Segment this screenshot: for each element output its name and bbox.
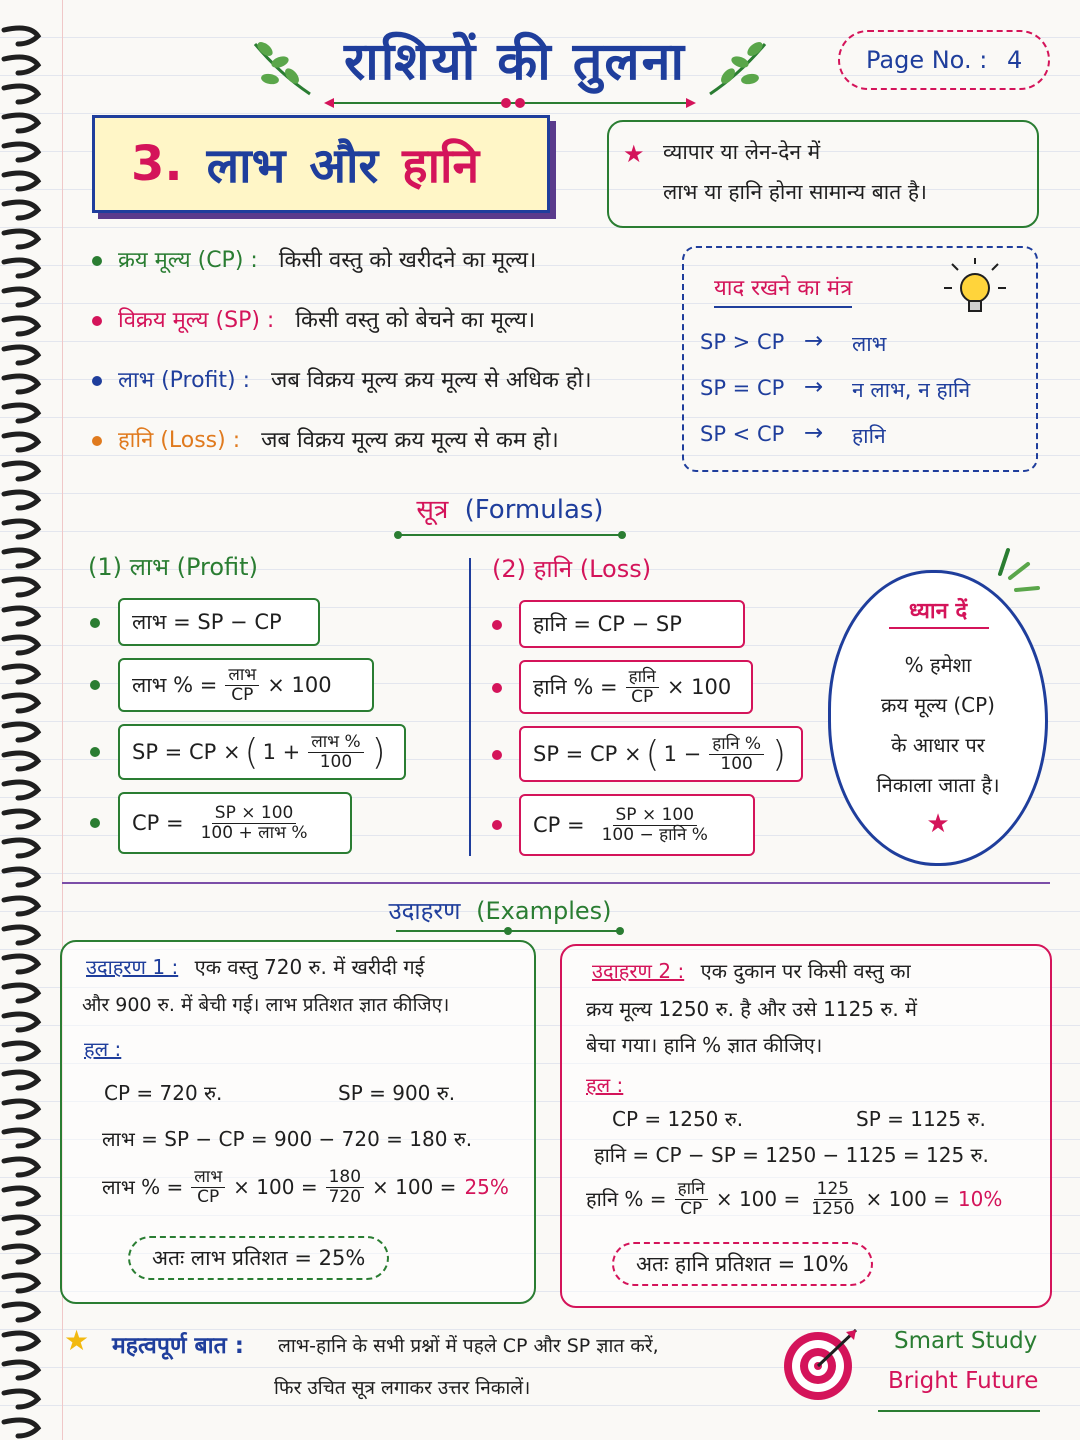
definition-desc: जब विक्रय मूल्य क्रय मूल्य से अधिक हो। [271,368,592,393]
spiral-ring [4,637,38,653]
examples-heading-en: (Examples) [476,897,612,925]
bullet-dot [90,747,100,757]
calc-part: लाभ % = [102,1175,184,1200]
fraction [808,1180,857,1218]
section-word-3: हानि [402,137,480,194]
formulas-heading-en: (Formulas) [464,495,604,525]
bullet-dot [90,680,100,690]
target-icon [780,1324,864,1404]
star-icon: ★ [64,1324,90,1357]
fraction-denominator: CP [197,1186,220,1207]
bullet-dot [92,376,102,386]
spiral-ring [4,550,38,566]
section-divider [62,882,1050,884]
arrow-icon: → [804,374,824,400]
attention-title: ध्यान दें [908,599,968,624]
formula-sp-loss [519,726,803,782]
example-2-solution-label: हल : [586,1073,624,1097]
spiral-ring [4,695,38,711]
examples-heading [380,894,620,927]
bullet-dot [492,750,502,760]
definition-sp [92,304,672,364]
definition-desc: जब विक्रय मूल्य क्रय मूल्य से कम हो। [261,428,559,453]
mantra-result-3: हानि [852,424,886,448]
spiral-ring [4,1391,38,1407]
fraction [308,733,363,771]
example-1-cp: CP = 720 रु. [104,1081,223,1105]
arrow-icon: → [804,328,824,354]
fraction-numerator: हानि [675,1180,708,1200]
fraction-numerator: हानि [626,668,659,688]
spiral-ring [4,579,38,595]
spiral-ring [4,956,38,972]
formula-divider [469,558,471,856]
spiral-ring [4,1072,38,1088]
spiral-ring [4,1246,38,1262]
footer-line-1: लाभ-हानि के सभी प्रश्नों में पहले CP और SP ज्ञात करें, [278,1335,659,1357]
heading-underline [392,528,628,542]
spiral-ring [4,86,38,102]
spiral-ring [4,1304,38,1320]
slogan-underline [878,1410,1040,1412]
paren-close: ) [772,733,787,775]
paren-open: ( [244,731,259,773]
example-2-loss-percent [586,1180,1002,1218]
formula-one: 1 + [262,740,301,764]
formula-loss: हानि = CP − SP [519,600,745,648]
example-1-question-text: एक वस्तु 720 रु. में खरीदी गई [194,955,425,979]
paren-open: ( [645,733,660,775]
slogan-line-1: Smart Study [894,1328,1038,1354]
fraction [599,806,711,844]
attention-underline [889,627,989,629]
heading-underline [390,924,626,938]
definition-desc: किसी वस्तु को बेचने का मूल्य। [295,308,536,333]
intro-line-2: लाभ या हानि होना सामान्य बात है। [663,180,927,204]
notebook-spiral [0,0,46,1440]
fraction [225,666,259,704]
examples-heading-hi: उदाहरण [388,897,461,925]
intro-line-1: व्यापार या लेन-देन में [663,140,821,164]
spiral-ring [4,1333,38,1349]
example-2-question-text: एक दुकान पर किसी वस्तु का [700,959,911,983]
spiral-ring [4,347,38,363]
formula-left: CP = [132,811,184,835]
example-1-question-line-2: और 900 रु. में बेची गई। लाभ प्रतिशत ज्ञात कीजिए। [82,994,450,1016]
formulas-heading-hi: सूत्र [416,495,449,525]
formula-left: हानि % = [533,675,618,699]
example-2-cp: CP = 1250 रु. [612,1107,744,1131]
spiral-ring [4,985,38,1001]
spiral-ring [4,1275,38,1291]
mantra-box [682,246,1038,472]
page-title: राशियों की तुलना [343,32,687,92]
spiral-ring [4,898,38,914]
spiral-ring [4,260,38,276]
star-icon: ★ [623,140,645,168]
section-ribbon [92,115,550,213]
intro-note-box [607,120,1039,228]
fraction [709,735,764,773]
spiral-ring [4,115,38,131]
definition-term: क्रय मूल्य (CP) : [118,248,258,273]
fraction-numerator: SP × 100 [212,804,297,824]
sparkle-icon [994,546,1044,596]
fraction [626,668,659,706]
example-1-profit-percent [102,1168,509,1206]
spiral-ring [4,1188,38,1204]
fraction-numerator: SP × 100 [613,806,698,826]
spiral-ring [4,1101,38,1117]
formula-left: SP = CP × [533,742,642,766]
formula-left: लाभ % = [132,673,218,697]
bullet-dot [90,818,100,828]
attention-line-2: क्रय मूल्य (CP) [880,693,995,717]
fraction [326,1168,364,1206]
formula-cp-profit [118,792,352,854]
definition-cp [92,244,672,304]
fraction-numerator: 125 [814,1180,852,1200]
definition-loss [92,424,672,484]
calc-part: हानि % = [586,1187,667,1212]
bullet-dot [90,618,100,628]
mantra-cond-1: SP > CP [700,330,785,354]
example-1-box [60,940,536,1304]
paren-close: ) [371,731,386,773]
attention-line-1: % हमेशा [904,653,972,677]
formula-left: SP = CP × [132,740,241,764]
spiral-ring [4,28,38,44]
fraction-numerator: लाभ [225,666,259,686]
fraction-numerator: 180 [326,1168,364,1188]
fraction-numerator: लाभ % [308,733,363,753]
calc-part: × 100 = [865,1187,950,1212]
title-underline [320,92,700,114]
definition-term: विक्रय मूल्य (SP) : [118,308,275,333]
bullet-dot [492,620,502,630]
spiral-ring [4,782,38,798]
example-2-loss: हानि = CP − SP = 1250 − 1125 = 125 रु. [594,1143,989,1167]
definition-term: हानि (Loss) : [118,428,241,453]
footer-label: महत्वपूर्ण बात : [112,1333,244,1359]
spiral-ring [4,463,38,479]
example-2-question-line-3: बेचा गया। हानि % ज्ञात कीजिए। [586,1033,823,1057]
spiral-ring [4,289,38,305]
spiral-ring [4,869,38,885]
spiral-ring [4,492,38,508]
spiral-ring [4,434,38,450]
example-1-answer: 25% [464,1175,509,1200]
bulb-icon [940,258,1010,328]
fraction [191,1168,225,1206]
calc-part: × 100 = [372,1175,457,1200]
example-1-question-line-1 [86,948,424,986]
formula-sp-profit [118,724,406,780]
page-number: 4 [1006,46,1023,74]
example-2-sp: SP = 1125 रु. [856,1107,986,1131]
spiral-ring [4,1420,38,1436]
example-1-sp: SP = 900 रु. [338,1081,456,1105]
section-number: 3. [131,136,183,192]
formula-right: × 100 [666,675,732,699]
bullet-dot [92,316,102,326]
example-2-conclusion: अतः हानि प्रतिशत = 10% [612,1242,873,1286]
example-2-box [560,944,1052,1308]
example-1-label: उदाहरण 1 : [86,955,179,979]
spiral-ring [4,724,38,740]
formulas-heading [400,490,620,526]
fraction-numerator: लाभ [191,1168,225,1188]
mantra-result-2: न लाभ, न हानि [852,378,971,402]
leaf-icon [700,24,780,104]
spiral-ring [4,811,38,827]
calc-part: × 100 = [233,1175,318,1200]
spiral-ring [4,666,38,682]
bullet-dot [492,683,502,693]
definition-desc: किसी वस्तु को खरीदने का मूल्य। [278,248,537,273]
mantra-cond-3: SP < CP [700,422,785,446]
formula-one: 1 − [663,742,702,766]
example-1-solution-label: हल : [84,1037,122,1061]
spiral-ring [4,608,38,624]
spiral-ring [4,173,38,189]
spiral-ring [4,1159,38,1175]
example-2-label: उदाहरण 2 : [592,959,685,983]
example-2-question-line-2: क्रय मूल्य 1250 रु. है और उसे 1125 रु. में [586,997,918,1021]
attention-line-4: निकाला जाता है। [876,773,1000,797]
formula-loss-percent [519,660,753,714]
spiral-ring [4,521,38,537]
fraction-denominator: 720 [328,1186,362,1207]
mantra-result-1: लाभ [852,332,887,356]
section-word-2: और [309,137,379,194]
formula-left: CP = [533,813,585,837]
spiral-ring [4,318,38,334]
fraction-numerator: हानि % [709,735,764,755]
fraction-denominator: 100 − हानि % [601,824,708,845]
attention-line-3: के आधार पर [891,733,985,757]
spiral-ring [4,1130,38,1146]
spiral-ring [4,753,38,769]
bullet-dot [92,436,102,446]
formula-profit-percent [118,658,374,712]
calc-part: × 100 = [715,1187,801,1212]
spiral-ring [4,1014,38,1030]
example-2-question-line-1 [592,952,911,990]
fraction-denominator: CP [680,1198,703,1219]
spiral-ring [4,927,38,943]
example-2-answer: 10% [957,1187,1003,1212]
example-1-profit: लाभ = SP − CP = 900 − 720 = 180 रु. [102,1127,473,1151]
mantra-title: याद रखने का मंत्र [714,272,852,308]
fraction [198,804,311,842]
definitions-list [92,244,672,484]
formula-cp-loss [519,794,755,856]
arrow-icon: → [804,420,824,446]
formula-right: × 100 [267,673,332,697]
spiral-ring [4,1362,38,1378]
footer-line-2: फिर उचित सूत्र लगाकर उत्तर निकालें। [274,1377,531,1399]
spiral-ring [4,144,38,160]
fraction [675,1180,708,1218]
fraction-denominator: 100 [319,751,353,772]
slogan-line-2: Bright Future [888,1368,1039,1394]
fraction-denominator: 1250 [811,1198,855,1219]
attention-cloud [828,570,1048,866]
spiral-ring [4,1043,38,1059]
mantra-cond-2: SP = CP [700,376,785,400]
leaf-icon [240,24,320,104]
spiral-ring [4,1217,38,1233]
fraction-denominator: 100 + लाभ % [200,822,308,843]
spiral-ring [4,405,38,421]
spiral-ring [4,376,38,392]
star-icon: ★ [926,809,950,839]
loss-formulas-heading: (2) हानि (Loss) [492,555,652,583]
bullet-dot [92,256,102,266]
spiral-ring [4,840,38,856]
fraction-denominator: CP [631,686,654,707]
page-number-label: Page No. : [866,46,988,74]
section-word-1: लाभ [206,137,286,194]
definition-profit [92,364,672,424]
fraction-denominator: CP [231,684,254,705]
definition-term: लाभ (Profit) : [118,368,251,393]
page-number-badge [838,30,1050,90]
profit-formulas-heading: (1) लाभ (Profit) [88,553,258,581]
example-1-conclusion: अतः लाभ प्रतिशत = 25% [128,1236,389,1280]
bullet-dot [492,820,502,830]
formula-profit: लाभ = SP − CP [118,598,320,646]
spiral-ring [4,231,38,247]
spiral-ring [4,202,38,218]
fraction-denominator: 100 [720,753,753,774]
spiral-ring [4,57,38,73]
